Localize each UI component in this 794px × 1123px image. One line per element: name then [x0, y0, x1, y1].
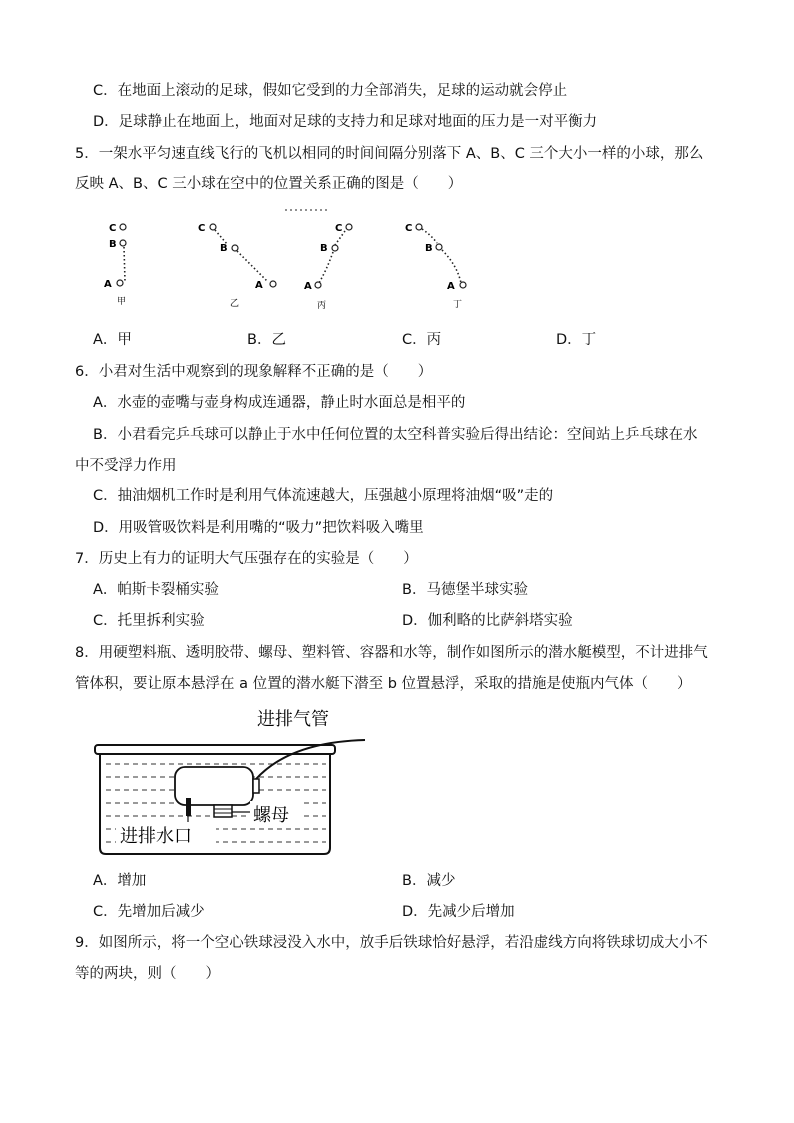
q5-panel-yi — [198, 223, 276, 309]
q5-caption-jia: 甲 — [117, 297, 127, 307]
q5-bing-label-b: B — [320, 243, 328, 254]
q5-option-d: D．丁 — [556, 332, 597, 348]
q5-option-c: C．丙 — [402, 332, 442, 348]
q8-option-d: D．先减少后增加 — [402, 904, 515, 920]
q5-option-a: A．甲 — [93, 332, 132, 348]
q5-bing-label-c: C — [335, 223, 343, 234]
q8-stem-line-2: 管体积，要让原本悬浮在 a 位置的潜水艇下潜至 b 位置悬浮，采取的措施是使瓶内气体（ ） — [75, 676, 692, 692]
q4-option-c: C．在地面上滚动的足球，假如它受到的力全部消失，足球的运动就会停止 — [93, 83, 568, 99]
q5-ding-label-a: A — [447, 281, 455, 292]
q8-option-b: B．减少 — [402, 873, 456, 889]
q6-option-a: A．水壶的壶嘴与壶身构成连通器，静止时水面总是相平的 — [93, 395, 466, 411]
q6-option-b-line-2: 中不受浮力作用 — [75, 458, 177, 474]
q5-figure — [95, 203, 495, 313]
bottle-neck — [253, 779, 259, 793]
q5-jia-label-c: C — [109, 223, 117, 234]
q7-option-b: B．马德堡半球实验 — [402, 582, 528, 598]
q7-option-a: A．帕斯卡裂桶实验 — [93, 582, 219, 598]
q8-option-a: A．增加 — [93, 873, 147, 889]
q7-option-d: D．伽利略的比萨斜塔实验 — [402, 613, 573, 629]
q7-option-c: C．托里拆利实验 — [93, 613, 205, 629]
container-rim — [95, 745, 335, 754]
q5-panel-ding — [405, 223, 466, 310]
q5-panel-jia — [104, 223, 126, 307]
q6-stem: 6．小君对生活中观察到的现象解释不正确的是（ ） — [75, 364, 433, 380]
q5-caption-yi: 乙 — [230, 299, 240, 309]
q5-option-b: B．乙 — [247, 332, 286, 348]
q9-stem-line-2: 等的两块，则（ ） — [75, 966, 220, 982]
q5-jia-label-b: B — [109, 239, 117, 250]
q6-option-c: C．抽油烟机工作时是利用气体流速越大，压强越小原理将油烟“吸”走的 — [93, 488, 554, 504]
q5-ding-label-c: C — [405, 223, 413, 234]
nut — [214, 805, 232, 817]
q5-stem-line-1: 5．一架水平匀速直线飞行的飞机以相同的时间间隔分别落下 A、B、C 三个大小一样的小球，那么 — [75, 146, 704, 162]
q5-caption-bing: 丙 — [317, 301, 327, 311]
label-water-inlet: 进排水口 — [120, 826, 192, 847]
q5-jia-label-a: A — [104, 279, 112, 290]
water-inlet — [186, 798, 191, 816]
q5-stem-line-2: 反映 A、B、C 三小球在空中的位置关系正确的图是（ ） — [75, 176, 463, 192]
q5-ding-label-b: B — [425, 243, 433, 254]
q8-stem-line-1: 8．用硬塑料瓶、透明胶带、螺母、塑料管、容器和水等，制作如图所示的潜水艇模型，不计进排气 — [75, 645, 708, 661]
q4-option-d: D．足球静止在地面上，地面对足球的支持力和足球对地面的压力是一对平衡力 — [93, 114, 598, 130]
q5-yi-label-b: B — [220, 243, 228, 254]
q6-option-b-line-1: B．小君看完乒乓球可以静止于水中任何位置的太空科普实验后得出结论：空间站上乒乓球在水 — [93, 427, 698, 443]
q5-yi-label-a: A — [255, 280, 263, 291]
q8-submarine-figure — [90, 702, 380, 862]
q7-stem: 7．历史上有力的证明大气压强存在的实验是（ ） — [75, 551, 418, 567]
label-nut: 螺母 — [253, 805, 289, 826]
q5-panel-bing — [285, 210, 352, 311]
label-air-tube: 进排气管 — [257, 709, 329, 730]
q6-option-d: D．用吸管吸饮料是利用嘴的“吸力”把饮料吸入嘴里 — [93, 520, 424, 536]
q5-bing-label-a: A — [304, 281, 312, 292]
q5-caption-ding: 丁 — [453, 300, 463, 310]
q8-option-c: C．先增加后减少 — [93, 904, 205, 920]
q5-yi-label-c: C — [198, 223, 206, 234]
q9-stem-line-1: 9．如图所示，将一个空心铁球浸没入水中，放手后铁球恰好悬浮，若沿虚线方向将铁球切成大小不 — [75, 935, 708, 951]
